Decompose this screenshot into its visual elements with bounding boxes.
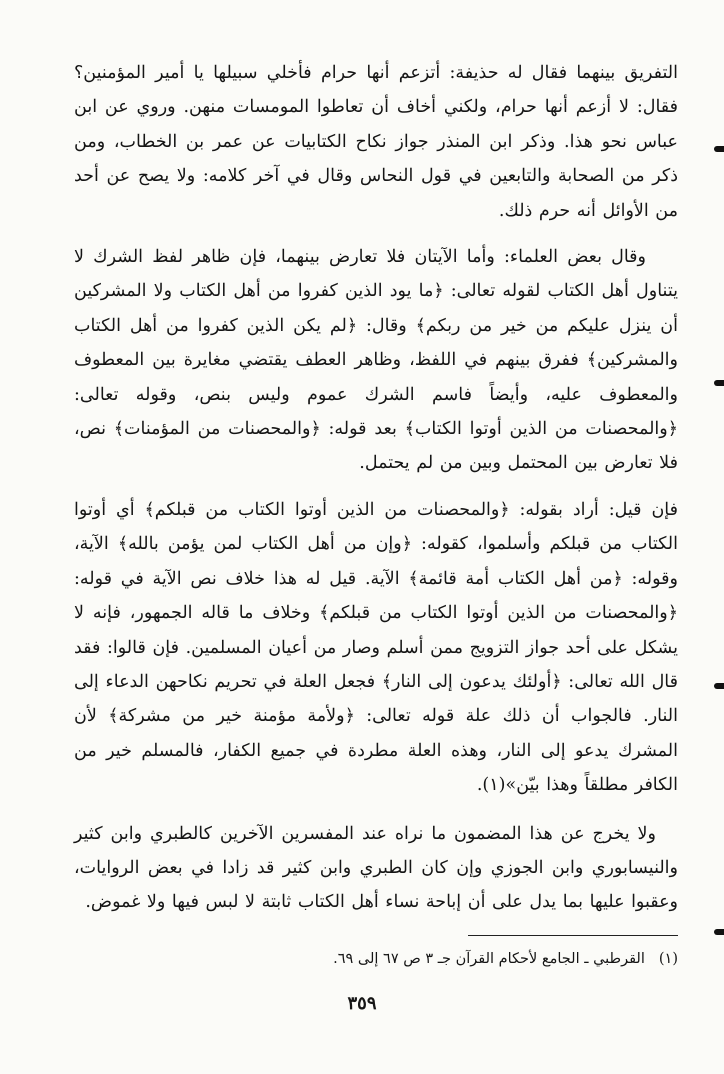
page-edge-mark: [714, 929, 724, 935]
footnote-text: القرطبي ـ الجامع لأحكام القرآن جـ ٣ ص ٦٧ إلى ٦٩.: [333, 951, 645, 967]
footnote-divider: [468, 935, 678, 936]
paragraph-2: وقال بعض العلماء: وأما الآيتان فلا تعارض بينهما، فإن ظاهر لفظ الشرك لا يتناول أهل الكتاب لقوله تعالى: ﴿ما يود الذين كفروا من أهل الكتاب ولا المشركين أن ينزل عليكم من خير من ربكم﴾ وقال: ﴿لم يكن الذين كفروا من أهل الكتاب والمشركين﴾ ففرق بينهم في اللفظ، وظاهر العطف يقتضي مغايرة بين المعطوف والمعطوف عليه، وأيضاً فاسم الشرك عموم وليس بنص، وقوله تعالى: ﴿والمحصنات من الذين أوتوا الكتاب﴾ بعد قوله: ﴿والمحصنات من المؤمنات﴾ نص، فلا تعارض بين المحتمل وبين من لم يحتمل.: [74, 247, 678, 474]
page-edge-mark: [714, 380, 724, 386]
page-edge-mark: [714, 683, 724, 689]
footnote: [74, 948, 678, 970]
paragraph-4: ولا يخرج عن هذا المضمون ما نراه عند المفسرين الآخرين كالطبري وابن كثير والنيسابوري وابن الجوزي وإن كان الطبري وابن كثير قد زادا في بعض الروايات، وعقبوا عليها بما يدل على أن إباحة نساء أهل الكتاب ثابتة لا لبس فيها ولا غموض.: [74, 823, 678, 913]
footnote-mark: (١): [658, 951, 678, 967]
page-body: [74, 56, 678, 920]
page-edge-mark: [714, 146, 724, 152]
page-number: ٣٥٩: [347, 993, 377, 1014]
paragraph-1: التفريق بينهما فقال له حذيفة: أتزعم أنها حرام فأخلي سبيلها يا أمير المؤمنين؟ فقال: لا أزعم أنها حرام، ولكني أخاف أن تعاطوا المومسات منهن. وروي عن ابن عباس نحو هذا. وذكر ابن المنذر جواز نكاح الكتابيات عن عمر بن الخطاب، ومن ذكر من الصحابة والتابعين في قول النحاس وقال في آخر كلامه: ولا يصح عن أحد من الأوائل أنه حرم ذلك.: [74, 63, 678, 221]
paragraph-3: فإن قيل: أراد بقوله: ﴿والمحصنات من الذين أوتوا الكتاب من قبلكم﴾ أي أوتوا الكتاب من قبلكم وأسلموا، كقوله: ﴿وإن من أهل الكتاب لمن يؤمن بالله﴾ الآية، وقوله: ﴿من أهل الكتاب أمة قائمة﴾ الآية. قيل له هذا خلاف نص الآية في قوله: ﴿والمحصنات من الذين أوتوا الكتاب من قبلكم﴾ وخلاف ما قاله الجمهور، فإنه لا يشكل على أحد جواز التزويج ممن أسلم وصار من أعيان المسلمين. فإن قالوا: فقد قال الله تعالى: ﴿أولئك يدعون إلى النار﴾ فجعل العلة في تحريم نكاحهن الدعاء إلى النار. فالجواب أن ذلك علة قوله تعالى: ﴿ولأمة مؤمنة خير من مشركة﴾ لأن المشرك يدعو إلى النار، وهذه العلة مطردة في جميع الكفار، فالمسلم خير من الكافر مطلقاً وهذا بيّن»(١).: [74, 499, 678, 796]
